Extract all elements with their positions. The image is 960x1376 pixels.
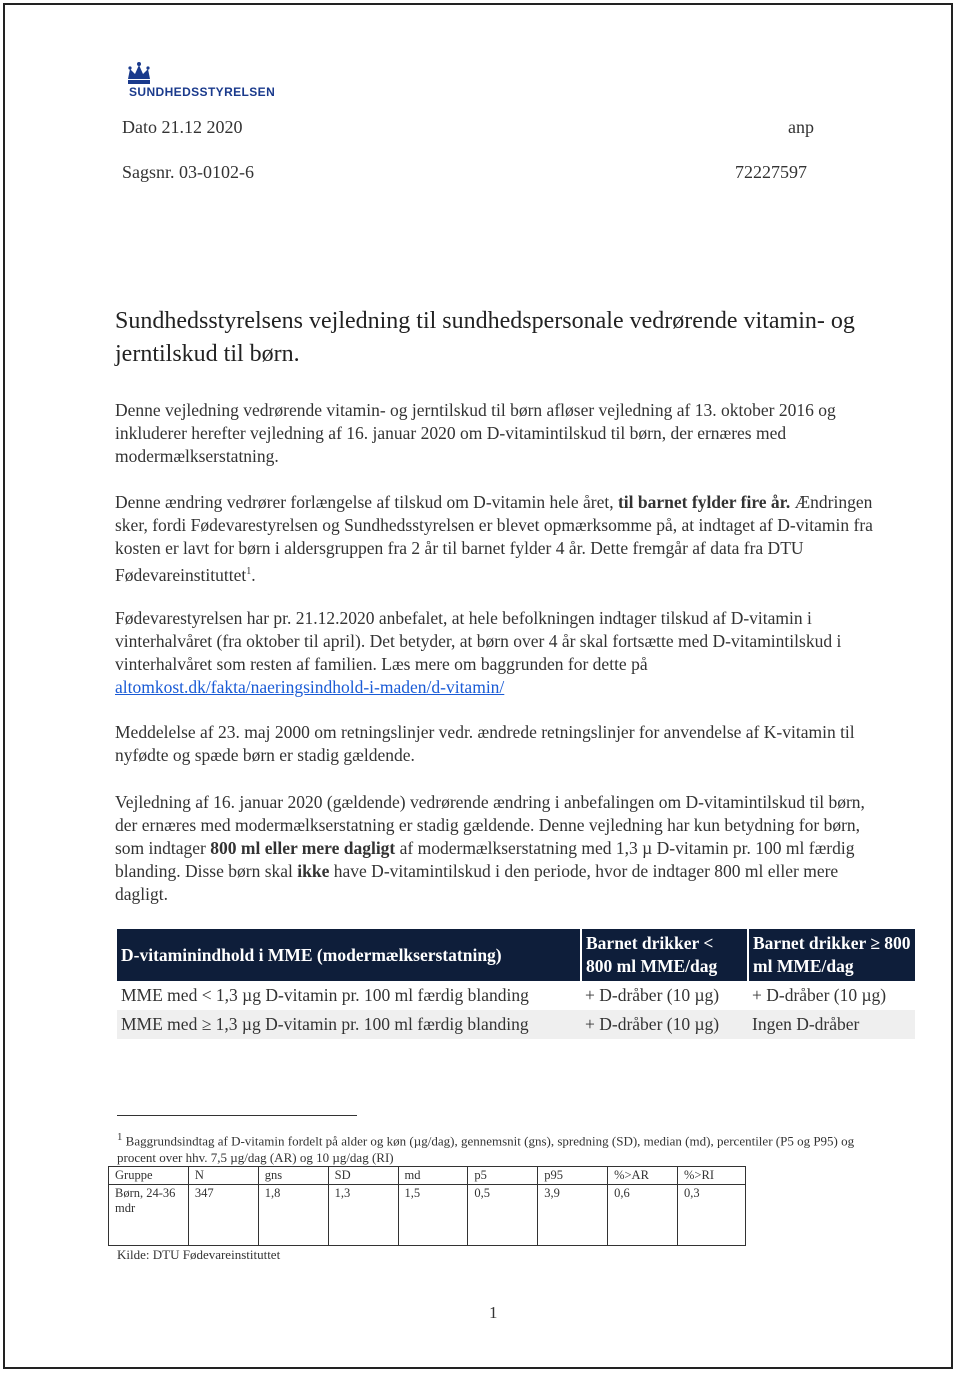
table-row: [117, 1010, 915, 1039]
footnote-table-header: N: [188, 1167, 258, 1185]
date-label: Dato 21.12 2020: [122, 117, 243, 137]
paragraph-5-bold-2: ikke: [297, 861, 330, 881]
paragraph-3: [115, 607, 885, 699]
table-cell: + D-dråber (10 µg): [581, 1010, 748, 1039]
table-row: [117, 981, 915, 1010]
table-cell: Ingen D-dråber: [748, 1010, 915, 1039]
footnote-table-header: p5: [468, 1167, 538, 1185]
footnote-table-cell: 0,6: [608, 1185, 678, 1246]
footnote-table-cell: Børn, 24-36 mdr: [109, 1185, 189, 1246]
footnote-table-header-row: [109, 1167, 746, 1185]
table-cell: + D-dråber (10 µg): [752, 985, 887, 1005]
table-cell: MME med < 1,3 µg D-vitamin pr. 100 ml færdig blanding: [121, 985, 529, 1005]
source-note: Kilde: DTU Fødevareinstituttet: [117, 1247, 281, 1262]
footnote-body: Baggrundsindtag af D-vitamin fordelt på alder og køn (µg/dag), gennemsnit (gns), spredning (SD), median (md), percentiler (P5 og P95) og procent over hhv. 7,5 µg/dag (AR) og 10 µg/dag (RI): [117, 1133, 855, 1166]
crown-icon: [125, 61, 153, 87]
page-number: 1: [489, 1303, 498, 1322]
table-cell: MME med ≥ 1,3 µg D-vitamin pr. 100 ml færdig blanding: [117, 1010, 581, 1039]
initials-label: anp: [788, 117, 814, 137]
paragraph-2-end: .: [251, 564, 256, 585]
table-cell: + D-dråber (10 µg): [585, 985, 720, 1005]
paragraph-5-text: Vejledning af 16. januar 2020 (gældende) vedrørende ændring i anbefalingen om D-vitamintilskud til børn, der ernæres med modermælkserstatning er stadig gældende. Denne vejledning har kun betydning for børn, som indtager: [115, 792, 865, 858]
footnote-table: [108, 1166, 746, 1246]
footnote-divider: [117, 1115, 357, 1116]
footnote-table-cell: 347: [188, 1185, 258, 1246]
paragraph-5-bold: 800 ml eller mere dagligt: [210, 838, 396, 858]
table-header-cell: Barnet drikker < 800 ml MME/dag: [581, 929, 748, 981]
paragraph-2: [115, 491, 885, 587]
paragraph-3-text: Fødevarestyrelsen har pr. 21.12.2020 anbefalet, at hele befolkningen indtager tilskud af D-vitamin i vinterhalvåret (fra oktober til april). Det betyder, at børn over 4 år skal fortsætte med D-vitamintilskud i vinterhalvåret som resten af familien. Læs mere om baggrunden for dette på: [115, 608, 842, 674]
footnote-table-row: [109, 1185, 746, 1246]
table-header-cell: D-vitaminindhold i MME (modermælkserstatning): [117, 929, 581, 981]
paragraph-5: [115, 791, 885, 906]
footnote-text: [117, 1129, 857, 1166]
footnote-table-cell: 0,5: [468, 1185, 538, 1246]
paragraph-5-text-2: af modermælkserstatning med 1,3 µ D-vitamin pr. 100 ml færdig blanding. Disse børn skal: [115, 838, 855, 881]
footnote-table-header: Gruppe: [109, 1167, 189, 1185]
paragraph-2-text-continued: Ændringen sker, fordi Fødevarestyrelsen og Sundhedsstyrelsen er blevet opmærksomme på, at indtaget af D-vitamin fra kosten er lavt for børn i aldersgruppen fra 2 år til barnet fylder 4 år. Dette fremgår af data fra DTU Fødevareinstituttet: [115, 492, 873, 585]
footnote-table-cell: 3,9: [538, 1185, 608, 1246]
footnote-table-header: md: [398, 1167, 468, 1185]
table-header-cell: Barnet drikker ≥ 800 ml MME/dag: [748, 929, 915, 981]
altomkost-link[interactable]: altomkost.dk/fakta/naeringsindhold-i-maden/d-vitamin/: [115, 677, 505, 697]
logo-text: SUNDHEDSSTYRELSEN: [129, 85, 276, 99]
paragraph-5-text-3: have D-vitamintilskud i den periode, hvor de indtager 800 ml eller mere dagligt.: [115, 861, 839, 904]
paragraph-1: Denne vejledning vedrørende vitamin- og jerntilskud til børn afløser vejledning af 13. oktober 2016 og inkluderer herefter vejledning af 16. januar 2020 om D-vitamintilskud til børn, der ernæres med modermælkserstatning.: [115, 400, 836, 466]
footnote-table-cell: 0,3: [678, 1185, 746, 1246]
case-number-label: Sagsnr. 03-0102-6: [122, 162, 254, 182]
footnote-table-header: p95: [538, 1167, 608, 1185]
document-title: Sundhedsstyrelsens vejledning til sundhedspersonale vedrørende vitamin- og jerntilskud til børn.: [115, 308, 855, 367]
footnote-table-header: SD: [328, 1167, 398, 1185]
footnote-table-cell: 1,5: [398, 1185, 468, 1246]
footnote-table-header: gns: [258, 1167, 328, 1185]
paragraph-2-bold: til barnet fylder fire år.: [617, 492, 791, 512]
footnote-table-header: %>AR: [608, 1167, 678, 1185]
footnote-table-cell: 1,8: [258, 1185, 328, 1246]
paragraph-2-text: Denne ændring vedrører forlængelse af tilskud om D-vitamin hele året,: [115, 492, 618, 512]
footnote-marker: 1: [117, 1131, 123, 1143]
reference-number: 72227597: [735, 162, 807, 182]
footnote-ref: 1: [246, 566, 252, 577]
document-page: [3, 3, 953, 1369]
footnote-table-cell: 1,3: [328, 1185, 398, 1246]
footnote-table-header: %>RI: [678, 1167, 746, 1185]
paragraph-4: Meddelelse af 23. maj 2000 om retningslinjer vedr. ændrede retningslinjer for anvendelse af K-vitamin til nyfødte og spæde børn er stadig gældende.: [115, 722, 855, 765]
table-header-row: [117, 929, 915, 981]
vitamin-d-table: [117, 929, 915, 1039]
